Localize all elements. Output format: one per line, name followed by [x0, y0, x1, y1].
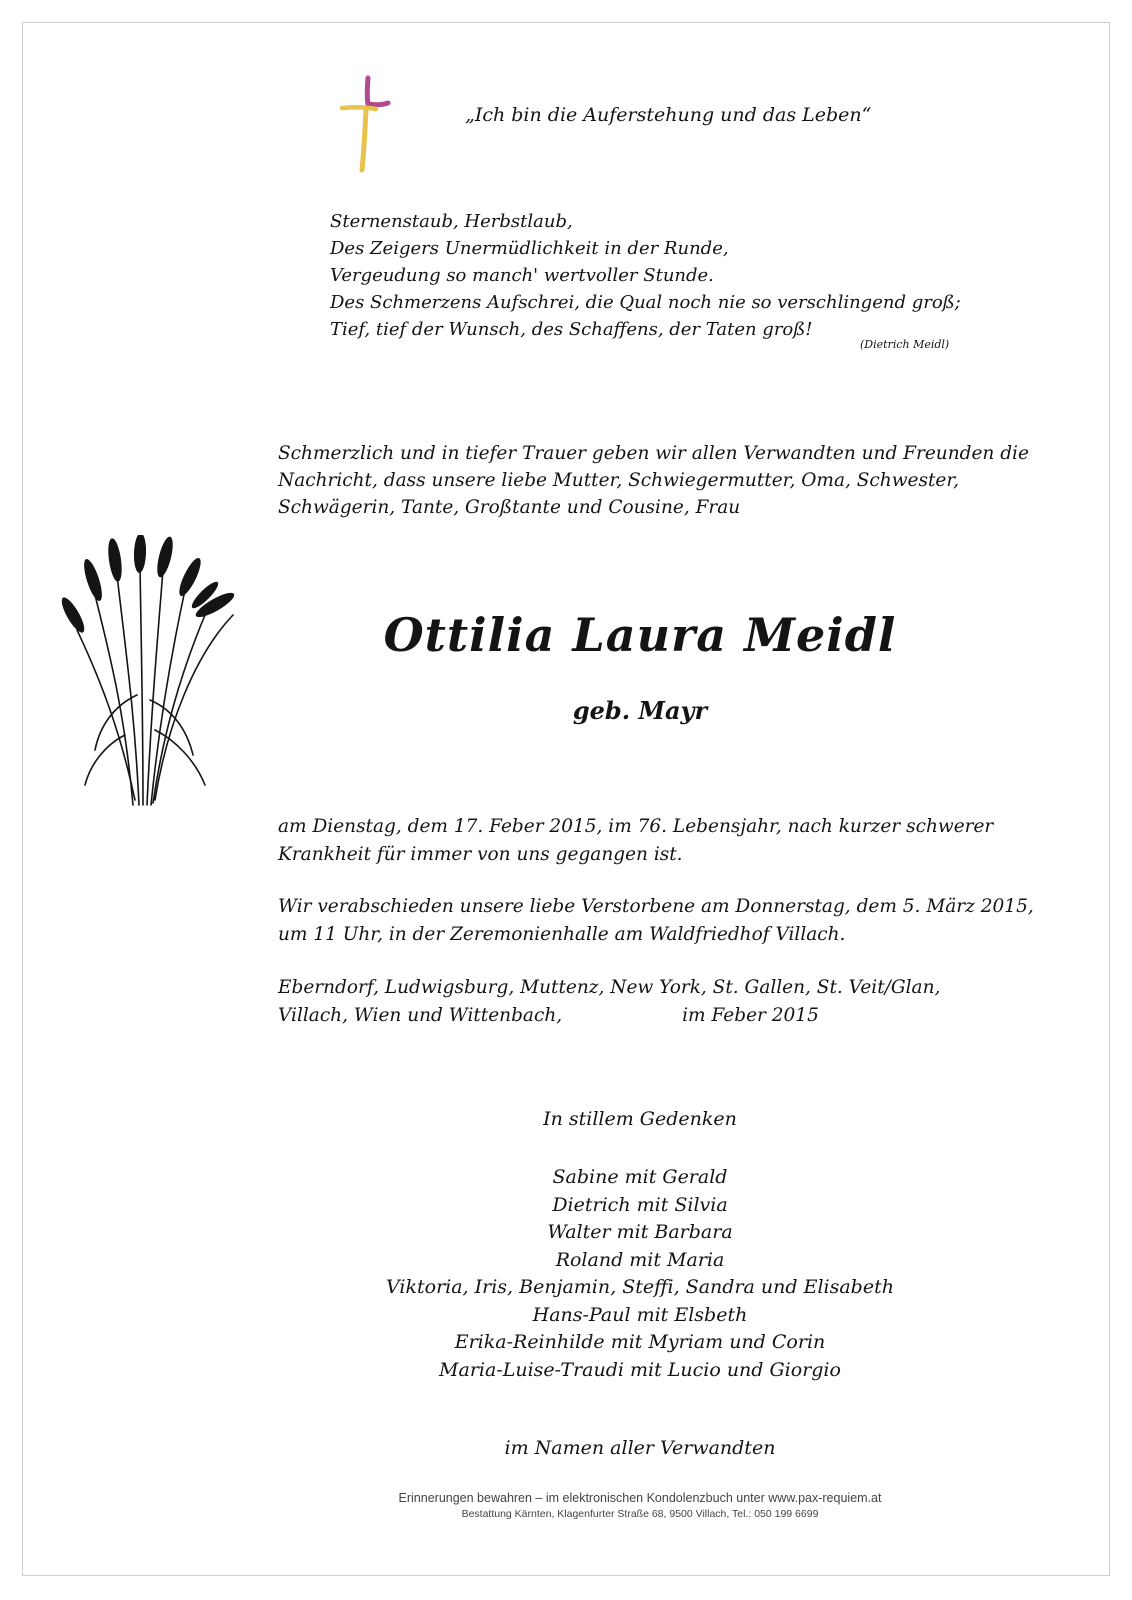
- poem-line: Tief, tief der Wunsch, des Schaffens, der Taten groß!: [330, 319, 813, 340]
- footer: [280, 1490, 1000, 1522]
- death-info-line: Krankheit für immer von uns gegangen ist.: [278, 844, 683, 865]
- mourners-list: [280, 1164, 1000, 1384]
- mourner-entry: Walter mit Barbara: [547, 1221, 733, 1243]
- motto-quote: „Ich bin die Auferstehung und das Leben“: [465, 104, 872, 126]
- announcement-line: Schmerzlich und in tiefer Trauer geben wir allen Verwandten und Freunden die: [278, 443, 1029, 464]
- mourner-entry: Viktoria, Iris, Benjamin, Steffi, Sandra und Elisabeth: [386, 1276, 894, 1298]
- poem-line: Des Zeigers Unermüdlichkeit in der Runde,: [330, 238, 729, 259]
- mourner-entry: Maria-Luise-Traudi mit Lucio und Giorgio: [439, 1358, 841, 1381]
- places-info: [278, 974, 940, 1030]
- mourner-entry: Dietrich mit Silvia: [552, 1193, 728, 1216]
- death-info-line: am Dienstag, dem 17. Feber 2015, im 76. Lebensjahr, nach kurzer schwerer: [278, 816, 994, 837]
- cross-icon: [330, 70, 400, 180]
- deceased-name: Ottilia Laura Meidl: [383, 608, 897, 662]
- mourner-entry: Sabine mit Gerald: [552, 1166, 728, 1188]
- places-line: [278, 1002, 940, 1030]
- announcement-line: Nachricht, dass unsere liebe Mutter, Schwiegermutter, Oma, Schwester,: [278, 470, 960, 491]
- poem-line: Vergeudung so manch' wertvoller Stunde.: [330, 265, 714, 286]
- wheat-sheaf-icon: [55, 535, 245, 810]
- footer-address-line: Bestattung Kärnten, Klagenfurter Straße 68, 9500 Villach, Tel.: 050 199 6699: [461, 1508, 819, 1520]
- announcement-line: Schwägerin, Tante, Großtante und Cousine, Frau: [278, 497, 741, 518]
- farewell-info-line: um 11 Uhr, in der Zeremonienhalle am Waldfriedhof Villach.: [278, 924, 846, 945]
- places-line: Eberndorf, Ludwigsburg, Muttenz, New York, St. Gallen, St. Veit/Glan,: [278, 977, 941, 998]
- poem: [330, 208, 961, 343]
- birth-name: geb. Mayr: [572, 696, 708, 725]
- mourner-entry: Hans-Paul mit Elsbeth: [532, 1303, 748, 1326]
- farewell-info-line: Wir verabschieden unsere liebe Verstorbene am Donnerstag, dem 5. März 2015,: [278, 896, 1034, 917]
- poem-author: (Dietrich Meidl): [860, 338, 950, 351]
- notice-date: im Feber 2015: [682, 1005, 819, 1026]
- places-text: Villach, Wien und Wittenbach,: [278, 1005, 563, 1026]
- footer-condolence-line: Erinnerungen bewahren – im elektronischen Kondolenzbuch unter www.pax-requiem.at: [398, 1491, 882, 1505]
- remembrance-heading: In stillem Gedenken: [543, 1108, 737, 1130]
- death-info: [278, 813, 993, 869]
- announcement-text: [278, 440, 1029, 521]
- mourner-entry: Roland mit Maria: [555, 1248, 725, 1271]
- poem-line: Des Schmerzens Aufschrei, die Qual noch nie so verschlingend groß;: [330, 292, 961, 313]
- poem-line: Sternenstaub, Herbstlaub,: [330, 211, 573, 232]
- closing-line: im Namen aller Verwandten: [504, 1437, 776, 1459]
- mourner-entry: Erika-Reinhilde mit Myriam und Corin: [454, 1331, 826, 1353]
- farewell-info: [278, 893, 1034, 949]
